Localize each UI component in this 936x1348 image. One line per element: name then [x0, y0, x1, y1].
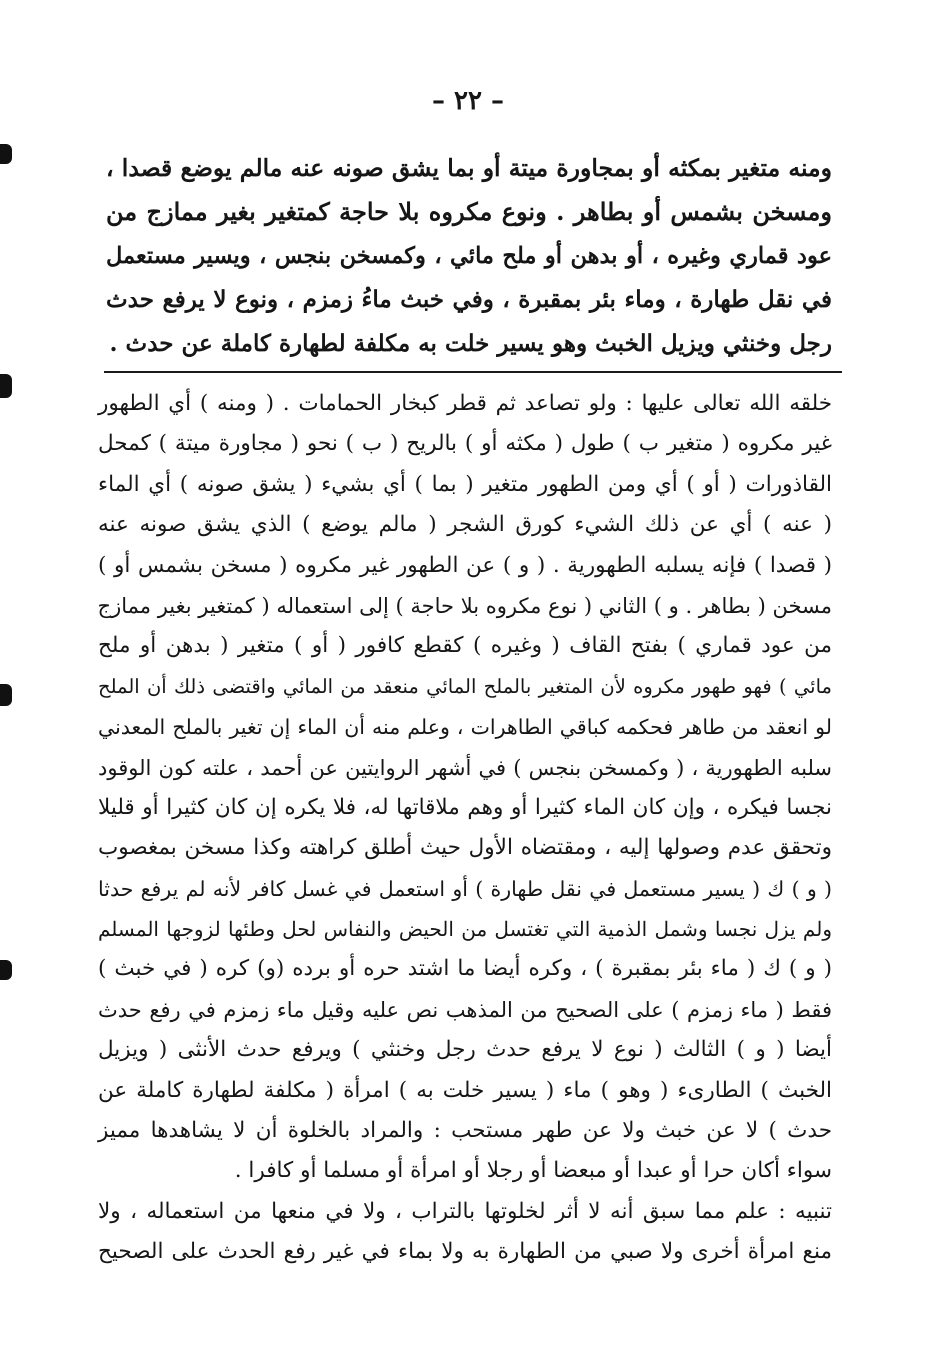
commentary-line: حدث ) لا عن خبث ولا عن طهر مستحب : والمراد بالخلوة أن لا يشاهدها مميز [98, 1118, 832, 1144]
commentary-line: الخبث ) الطارىء ( وهو ) ماء ( يسير خلت به ) امرأة ( مكلفة لطهارة كاملة عن [98, 1077, 832, 1103]
commentary-line: ( و ) ك ( يسير مستعمل في نقل طهارة ) أو استعمل في غسل كافر لأنه لم يرفع حدثا [98, 876, 832, 901]
commentary-line: من عود قماري ) بفتح القاف ( وغيره ) كقطع كافور ( أو ) متغير ( بدهن أو ملح [98, 633, 832, 659]
commentary-line: مائي ) فهو طهور مكروه لأن المتغير بالملح المائي منعقد من المائي واقتضى ذلك أن الملح [98, 674, 832, 698]
commentary-line: خلقه الله تعالى عليها : ولو تصاعد ثم قطر كبخار الحمامات . ( ومنه ) أي الطهور [98, 391, 832, 416]
main-text-line: في نقل طهارة ، وماء بئر بمقبرة ، وفي خبث ماءُ زمزم ، ونوع لا يرفع حدث [106, 286, 832, 313]
commentary-line: القاذورات ( أو ) أي ومن الطهور متغير ( بما ) أي بشيء ( يشق صونه ) أي الماء [98, 471, 832, 497]
commentary-line: أيضا ( و ) الثالث ( نوع لا يرفع حدث رجل وخنثي ) ويرفع حدث الأنثى ( ويزيل [98, 1037, 832, 1063]
commentary-line: لو انعقد من طاهر فحكمه كباقي الطاهرات ، وعلم منه أن الماء إن تغير بالملح المعدني [98, 715, 832, 740]
commentary-line: ( قصدا ) فإنه يسلبه الطهورية . ( و ) عن الطهور غير مكروه ( مسخن بشمس أو ) [98, 552, 832, 578]
page-number: – ٢٢ – [431, 86, 505, 116]
commentary-line: وتحقق عدم وصولها إليه ، ومقتضاه الأول حيث أطلق كراهته وكذا مسخن بمغصوب [98, 835, 832, 861]
commentary-line: سواء أكان حرا أو عبدا أو مبعضا أو رجلا أو امرأة أو مسلما أو كافرا . [234, 1158, 832, 1184]
binding-mark [0, 144, 12, 164]
binding-mark [0, 960, 12, 980]
commentary-line: فقط ( ماء زمزم ) على الصحيح من المذهب نص عليه وقيل ماء زمزم في رفع حدث [98, 997, 832, 1022]
commentary-line: ولم يزل نجسا وشمل الذمية التي تغتسل من الحيض والنفاس لحل وطئها لزوجها المسلم [98, 917, 832, 942]
commentary-line: منع امرأة أخرى ولا صبي من الطهارة به ولا بماء في غير رفع الحدث على الصحيح [98, 1239, 832, 1265]
main-text [106, 146, 832, 366]
commentary-line: مسخن ( بطاهر . و ) الثاني ( نوع مكروه بلا حاجة ) إلى استعماله ( كمتغير بغير ممازج [97, 593, 832, 618]
commentary-line: نجسا فيكره ، وإن كان الماء كثيرا أو وهم ملاقاتها له، فلا يكره إن كان كثيرا أو قليلا [98, 794, 832, 820]
main-text-line: رجل وخنثي ويزيل الخبث وهو يسير خلت به مكلفة لطهارة كاملة عن حدث . [109, 330, 832, 357]
commentary-text [98, 384, 832, 1273]
main-text-line: ومسخن بشمس أو بطاهر . ونوع مكروه بلا حاجة كمتغير بغير ممازج من [106, 197, 832, 226]
commentary-line: ( عنه ) أي عن ذلك الشيء كورق الشجر ( مالم يوضع ) الذي يشق صونه عنه [98, 512, 832, 538]
binding-mark [0, 684, 12, 706]
footnote-separator [104, 371, 842, 373]
commentary-line: ( و ) ك ( ماء بئر بمقبرة ) ، وكره أيضا ما اشتد حره أو برده (و) كره ( في خبث ) [98, 956, 832, 982]
binding-mark [0, 374, 12, 398]
commentary-line: تنبيه : علم مما سبق أنه لا أثر لخلوتها بالتراب ، ولا في منعها من استعماله ، ولا [98, 1198, 832, 1224]
main-text-line: عود قماري وغيره ، أو بدهن أو ملح مائي ، وكمسخن بنجس ، ويسير مستعمل [106, 243, 832, 269]
commentary-line: سلبه الطهورية ، ( وكمسخن بنجس ) في أشهر الروايتين عن أحمد ، علته كون الوقود [98, 755, 832, 780]
main-text-line: ومنه متغير بمكثه أو بمجاورة ميتة أو بما يشق صونه عنه مالم يوضع قصدا ، [106, 154, 832, 182]
commentary-line: غير مكروه ( متغير ب ) طول ( مكثه أو ) بالريح ( ب ) نحو ( مجاورة ميتة ) كمحل [98, 431, 832, 457]
